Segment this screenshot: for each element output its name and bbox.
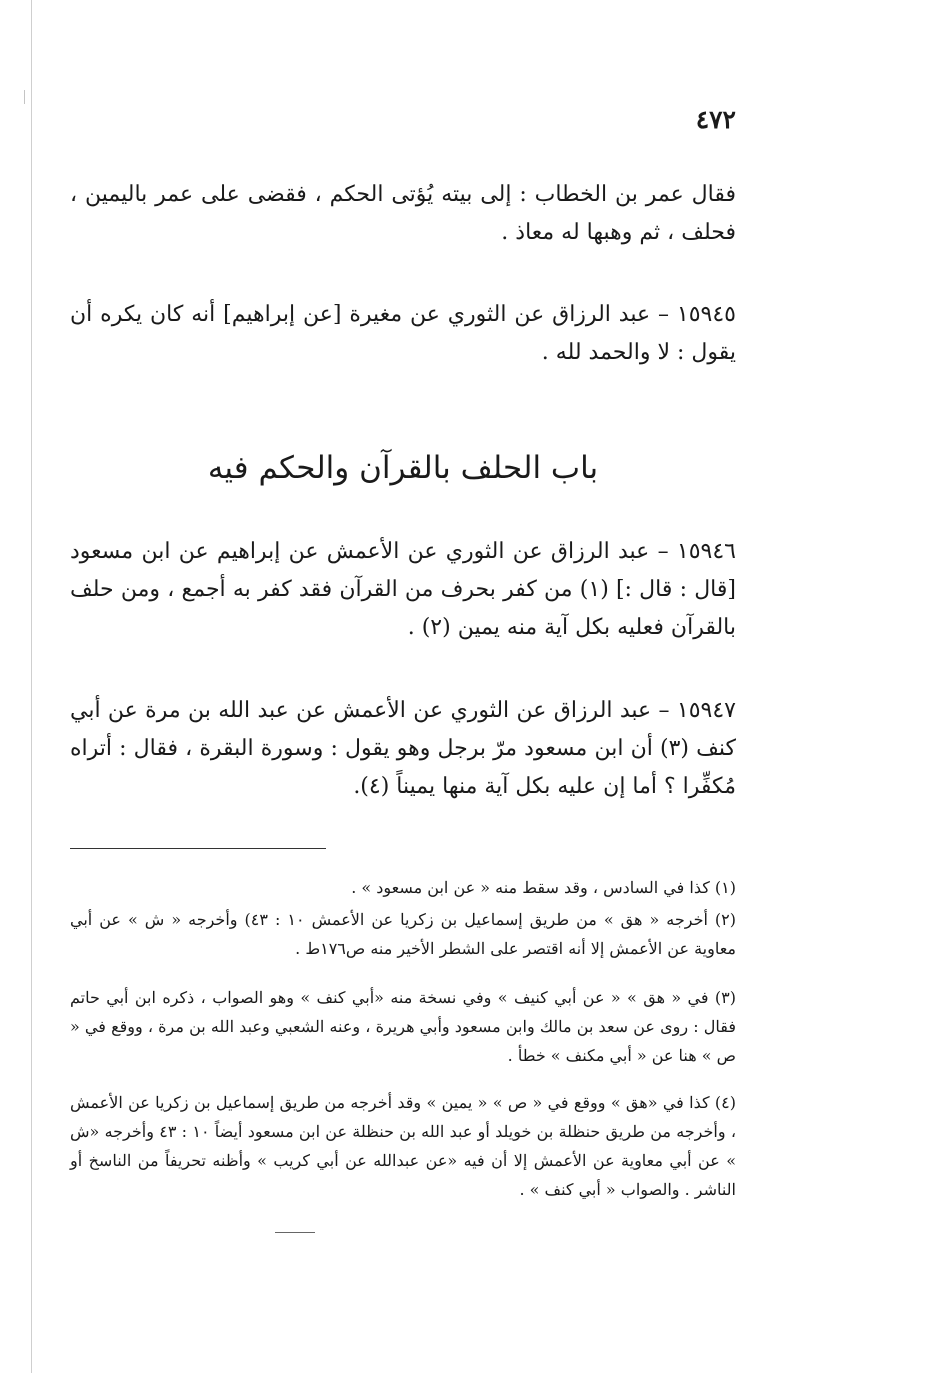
section-heading: باب الحلف بالقرآن والحكم فيه xyxy=(207,450,599,486)
page-number: ٤٧٢ xyxy=(695,105,736,134)
footnote-3: (٣) في « هق » « عن أبي كنيف » وفي نسخة منه «أبي كنف » وهو الصواب ، ذكره ابن أبي حاتم فقال : روى عن سعد بن مالك وابن مسعود وأبي هريرة ، وعنه الشعبي وعبد الله بن مرة ، ووقع في « ص » هنا عن « أبي مكنف » خطأ . xyxy=(70,988,736,1065)
footnote-separator xyxy=(70,848,326,849)
paragraph-15945: ١٥٩٤٥ – عبد الرزاق عن الثوري عن مغيرة [عن إبراهيم] أنه كان يكره أن يقول : لا والحمد لله . xyxy=(70,302,736,365)
footnote-4: (٤) كذا في «هق » ووقع في « ص » « يمين » وقد أخرجه من طريق إسماعيل بن زكريا عن الأعمش ، وأخرجه من طريق حنظلة بن خويلد أو عبد الله بن حنظلة عن ابن مسعود أيضاً ١٠ : ٤٣ وأخرجه «ش » عن أبي معاوية عن الأعمش إلا أن فيه «عن عبدالله عن أبي كريب » وأظنه تحريفاً من الناسخ أو الناشر . والصواب « أبي كنف » . xyxy=(70,1093,737,1199)
footnote-2: (٢) أخرجه « هق » من طريق إسماعيل بن زكريا عن الأعمش ١٠ : ٤٣) وأخرجه « ش » عن أبي معاوية عن الأعمش إلا أنه اقتصر على الشطر الأخير منه ص١٧٦ط . xyxy=(70,910,737,958)
page-edge-line xyxy=(31,0,32,1373)
paragraph-15946: ١٥٩٤٦ – عبد الرزاق عن الثوري عن الأعمش عن إبراهيم عن ابن مسعود [قال : قال :] (١) من كفر بحرف من القرآن فقد كفر به أجمع ، ومن حلف بالقرآن فعليه بكل آية منه يمين (٢) . xyxy=(70,539,736,640)
page-edge-mark xyxy=(24,90,25,104)
paragraph-15947: ١٥٩٤٧ – عبد الرزاق عن الثوري عن الأعمش عن عبد الله بن مرة عن أبي كنف (٣) أن ابن مسعود مرّ برجل وهو يقول : وسورة البقرة ، فقال : أتراه مُكفِّرا ؟ أما إن عليه بكل آية منها يميناً (٤). xyxy=(70,698,737,799)
footnote-1: (١) كذا في السادس ، وقد سقط منه « عن ابن مسعود » . xyxy=(351,878,736,897)
end-mark xyxy=(275,1232,315,1233)
paragraph-umar: فقال عمر بن الخطاب : إلى بيته يُؤتى الحكم ، فقضى على عمر باليمين ، فحلف ، ثم وهبها له معاذ . xyxy=(70,182,736,245)
